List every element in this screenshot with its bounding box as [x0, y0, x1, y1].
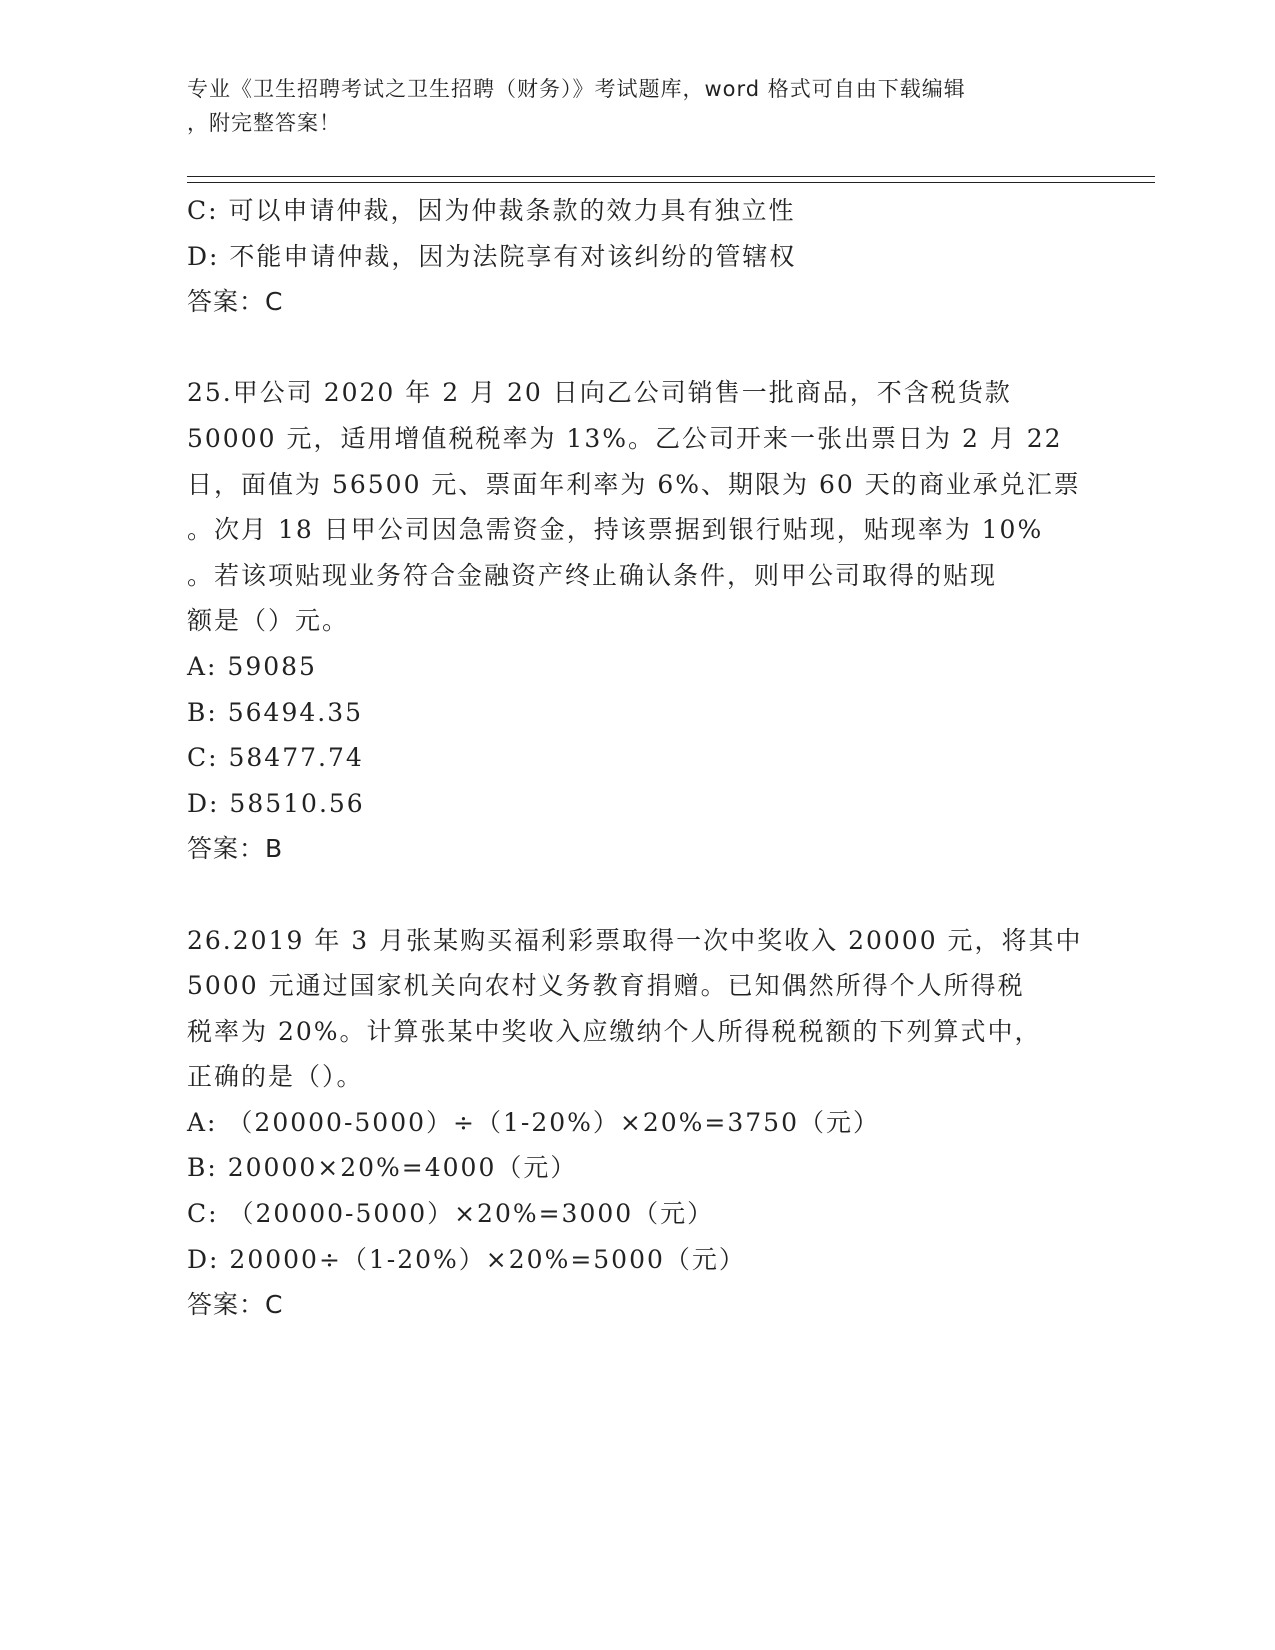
header-divider-bottom	[187, 182, 1155, 183]
answer-line: 答案：B	[187, 834, 284, 864]
document-header	[187, 72, 1087, 140]
option-c: C: 58477.74	[187, 743, 364, 773]
question-stem-line: 5000 元通过国家机关向农村义务教育捐赠。已知偶然所得个人所得税	[187, 971, 1025, 1001]
question-stem-line: 。次月 18 日甲公司因急需资金，持该票据到银行贴现，贴现率为 10%	[187, 515, 1044, 545]
option-d: D: 不能申请仲裁，因为法院享有对该纠纷的管辖权	[187, 241, 797, 271]
question-stem-line: 。若该项贴现业务符合金融资产终止确认条件，则甲公司取得的贴现	[187, 560, 998, 590]
question-stem-line: 26.2019 年 3 月张某购买福利彩票取得一次中奖收入 20000 元，将其中	[187, 925, 1083, 955]
question-stem-line: 日，面值为 56500 元、票面年利率为 6%、期限为 60 天的商业承兑汇票	[187, 469, 1081, 499]
question-26	[187, 918, 1087, 1328]
option-c: C: 可以申请仲裁，因为仲裁条款的效力具有独立性	[187, 196, 796, 225]
previous-question-block	[187, 188, 1087, 325]
spacer	[187, 325, 1087, 371]
option-b: B: 20000×20%=4000（元）	[187, 1153, 578, 1183]
header-divider-top	[187, 176, 1155, 177]
question-stem-line: 税率为 20%。计算张某中奖收入应缴纳个人所得税税额的下列算式中，	[187, 1016, 1042, 1046]
question-stem-line: 25.甲公司 2020 年 2 月 20 日向乙公司销售一批商品，不含税货款	[187, 378, 1012, 408]
question-stem-line: 额是（）元。	[187, 606, 350, 636]
header-line-1: 专业《卫生招聘考试之卫生招聘（财务）》考试题库，word 格式可自由下载编辑	[187, 77, 966, 101]
question-stem-line: 正确的是（）。	[187, 1062, 364, 1092]
option-d: D: 58510.56	[187, 788, 365, 818]
answer-line: 答案：C	[187, 287, 284, 317]
option-c: C: （20000-5000）×20%=3000（元）	[187, 1199, 715, 1229]
option-a: A: 59085	[187, 651, 317, 681]
question-stem-line: 50000 元，适用增值税税率为 13%。乙公司开来一张出票日为 2 月 22	[187, 423, 1063, 453]
option-a: A: （20000-5000）÷（1-20%）×20%=3750（元）	[187, 1107, 880, 1137]
question-25	[187, 370, 1087, 872]
option-b: B: 56494.35	[187, 697, 364, 727]
option-d: D: 20000÷（1-20%）×20%=5000（元）	[187, 1244, 746, 1274]
header-line-2: ，附完整答案！	[187, 111, 341, 135]
question-content	[187, 188, 1087, 1328]
spacer	[187, 872, 1087, 918]
answer-line: 答案：C	[187, 1290, 284, 1320]
